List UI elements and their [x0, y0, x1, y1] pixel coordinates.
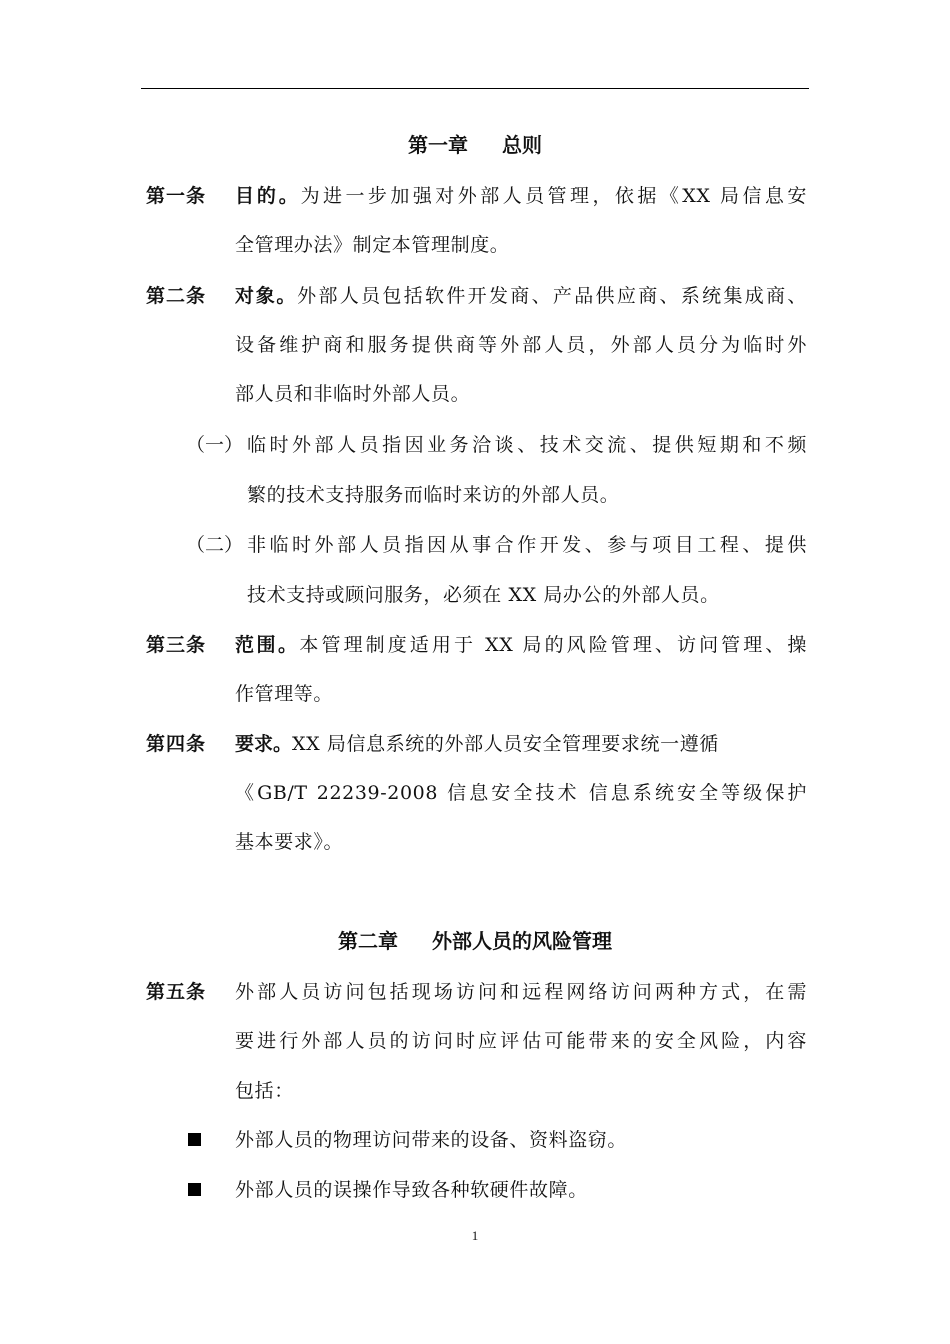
sub-item-2-label: （二）: [186, 534, 244, 556]
article-3-line-2: 作管理等。: [235, 683, 334, 705]
chapter-1-number: 第一章: [408, 135, 468, 157]
article-3-keyword: 范围。: [235, 634, 300, 656]
article-2-keyword: 对象。: [235, 285, 298, 307]
article-2-line-2: 设备维护商和服务提供商等外部人员，外部人员分为临时外: [235, 334, 807, 356]
chapter-1-heading: [141, 131, 809, 161]
chapter-2-heading: [141, 927, 809, 957]
article-2-line-3: 部人员和非临时外部人员。: [235, 383, 471, 405]
bullet-square-icon: [188, 1183, 201, 1196]
sub-item-2-line-1: 非临时外部人员指因从事合作开发、参与项目工程、提供: [247, 534, 807, 556]
chapter-2-title: 外部人员的风险管理: [432, 931, 612, 953]
article-2-line-1: 对象。外部人员包括软件开发商、产品供应商、系统集成商、: [235, 285, 807, 307]
article-4-label: 第四条: [146, 733, 207, 755]
article-4-line-2: 《GB/T 22239-2008 信息安全技术 信息系统安全等级保护: [235, 782, 807, 804]
article-5-label: 第五条: [146, 981, 207, 1003]
article-4-keyword: 要求。: [235, 733, 293, 755]
article-4-line-3: 基本要求》。: [235, 831, 344, 853]
article-1-label: 第一条: [146, 185, 207, 207]
article-5-line-3: 包括：: [235, 1080, 294, 1102]
bullet-item-1: 外部人员的物理访问带来的设备、资料盗窃。: [235, 1129, 628, 1151]
bullet-item-2: 外部人员的误操作导致各种软硬件故障。: [235, 1179, 588, 1201]
sub-item-1-line-2: 繁的技术支持服务而临时来访的外部人员。: [247, 484, 620, 506]
bullet-square-icon: [188, 1133, 201, 1146]
article-1-keyword: 目的。: [235, 185, 301, 207]
chapter-1-title: 总则: [502, 135, 542, 157]
article-5-line-1: 外部人员访问包括现场访问和远程网络访问两种方式，在需: [235, 981, 807, 1003]
page-number: 1: [471, 1228, 479, 1243]
sub-item-2-line-2: 技术支持或顾问服务，必须在 XX 局办公的外部人员。: [247, 584, 720, 606]
article-1-line-1: 目的。为进一步加强对外部人员管理，依据《XX 局信息安: [235, 185, 807, 207]
article-3-line-1: 范围。本管理制度适用于 XX 局的风险管理、访问管理、操: [235, 634, 807, 656]
sub-item-1-label: （一）: [186, 434, 244, 456]
article-4-line-1: 要求。XX 局信息系统的外部人员安全管理要求统一遵循: [235, 733, 719, 755]
article-1-line-2: 全管理办法》制定本管理制度。: [235, 234, 510, 256]
article-5-line-2: 要进行外部人员的访问时应评估可能带来的安全风险，内容: [235, 1030, 807, 1052]
header-rule: [141, 88, 809, 89]
chapter-2-number: 第二章: [338, 931, 398, 953]
article-3-label: 第三条: [146, 634, 207, 656]
sub-item-1-line-1: 临时外部人员指因业务洽谈、技术交流、提供短期和不频: [247, 434, 807, 456]
article-2-label: 第二条: [146, 285, 207, 307]
